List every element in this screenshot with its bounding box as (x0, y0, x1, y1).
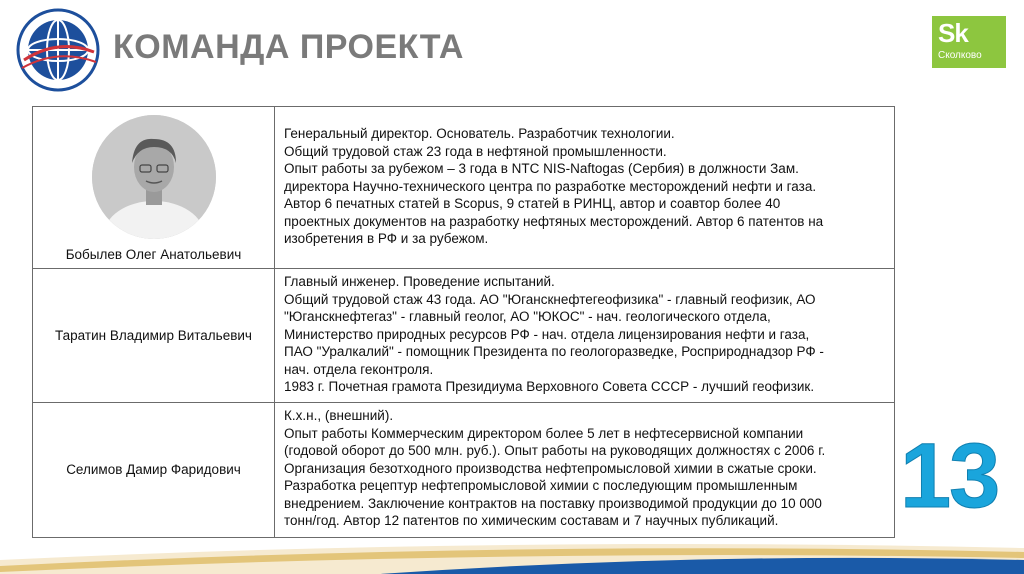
description-line: изобретения в РФ и за рубежом. (284, 231, 489, 247)
description-line: проектных документов на разработку нефтяных месторождений. Автор 6 патентов на (284, 213, 824, 229)
skolkovo-mark: Sk (938, 18, 968, 48)
description-line: Министерство природных ресурсов РФ - нач. отдела лицензирования нефти и газа, (284, 326, 810, 342)
skolkovo-logo (932, 16, 1006, 68)
team-row (33, 402, 895, 537)
page-number: 13 (900, 425, 999, 527)
skolkovo-text: Сколково (938, 50, 982, 61)
member-name-cell (33, 107, 275, 269)
member-name-cell (33, 402, 275, 537)
member-name: Таратин Владимир Витальевич (55, 327, 252, 343)
description-line: тонн/год. Автор 12 патентов по химическим составам и 7 научных публикаций. (284, 513, 779, 529)
team-row (33, 269, 895, 403)
team-row (33, 107, 895, 269)
member-name-cell (33, 269, 275, 403)
member-name: Бобылев Олег Анатольевич (65, 247, 242, 262)
description-line: 1983 г. Почетная грамота Президиума Верховного Совета СССР - лучший геофизик. (284, 379, 815, 394)
member-description (275, 402, 895, 537)
member-photo (92, 115, 216, 239)
description-line: директора Научно-технического центра по разработке месторождений нефти и газа. (284, 178, 817, 194)
member-description (275, 269, 895, 403)
description-line: Разработка рецептур нефтепромысловой химии с последующим промышленным (284, 478, 798, 494)
footer-swoosh-decoration (0, 530, 1024, 574)
description-line: Организация безотходного производства нефтепромысловой химии в сжатые сроки. (284, 460, 817, 476)
description-line: Общий трудовой стаж 23 года в нефтяной промышленности. (284, 143, 667, 159)
description-line: Автор 6 печатных статей в Scopus, 9 статей в РИНЦ, автор и соавтор более 40 (284, 196, 781, 212)
description-line: К.х.н., (внешний). (284, 408, 394, 424)
description-line: "Юганскнефтегаз" - главный геолог, АО "ЮКОС" - нач. геологического отдела, (284, 309, 771, 324)
description-line: Главный инженер. Проведение испытаний. (284, 274, 555, 289)
description-line: Опыт работы Коммерческим директором более 5 лет в нефтесервисной компании (284, 425, 804, 441)
description-line: Общий трудовой стаж 43 года. АО "Юганскнефтегеофизика" - главный геофизик, АО (284, 291, 816, 307)
member-name: Селимов Дамир Фаридович (66, 462, 241, 477)
team-table (32, 106, 895, 538)
member-description (275, 107, 895, 269)
description-line: ПАО "Уралкалий" - помощник Президента по геологоразведке, Росприроднадзор РФ - (284, 344, 824, 359)
description-line: Опыт работы за рубежом – 3 года в NTC NIS-Naftogas (Сербия) в должности Зам. (284, 161, 799, 177)
description-line: (годовой оборот до 500 млн. руб.). Опыт работы на руководящих должностях с 2006 г. (284, 443, 826, 459)
company-globe-logo (16, 8, 100, 92)
description-line: Генеральный директор. Основатель. Разработчик технологии. (284, 126, 675, 142)
description-line: внедрением. Заключение контрактов на поставку производимой продукции до 10 000 (284, 495, 822, 511)
description-line: нач. отдела геконтроля. (284, 361, 434, 377)
page-title: КОМАНДА ПРОЕКТА (113, 28, 464, 66)
